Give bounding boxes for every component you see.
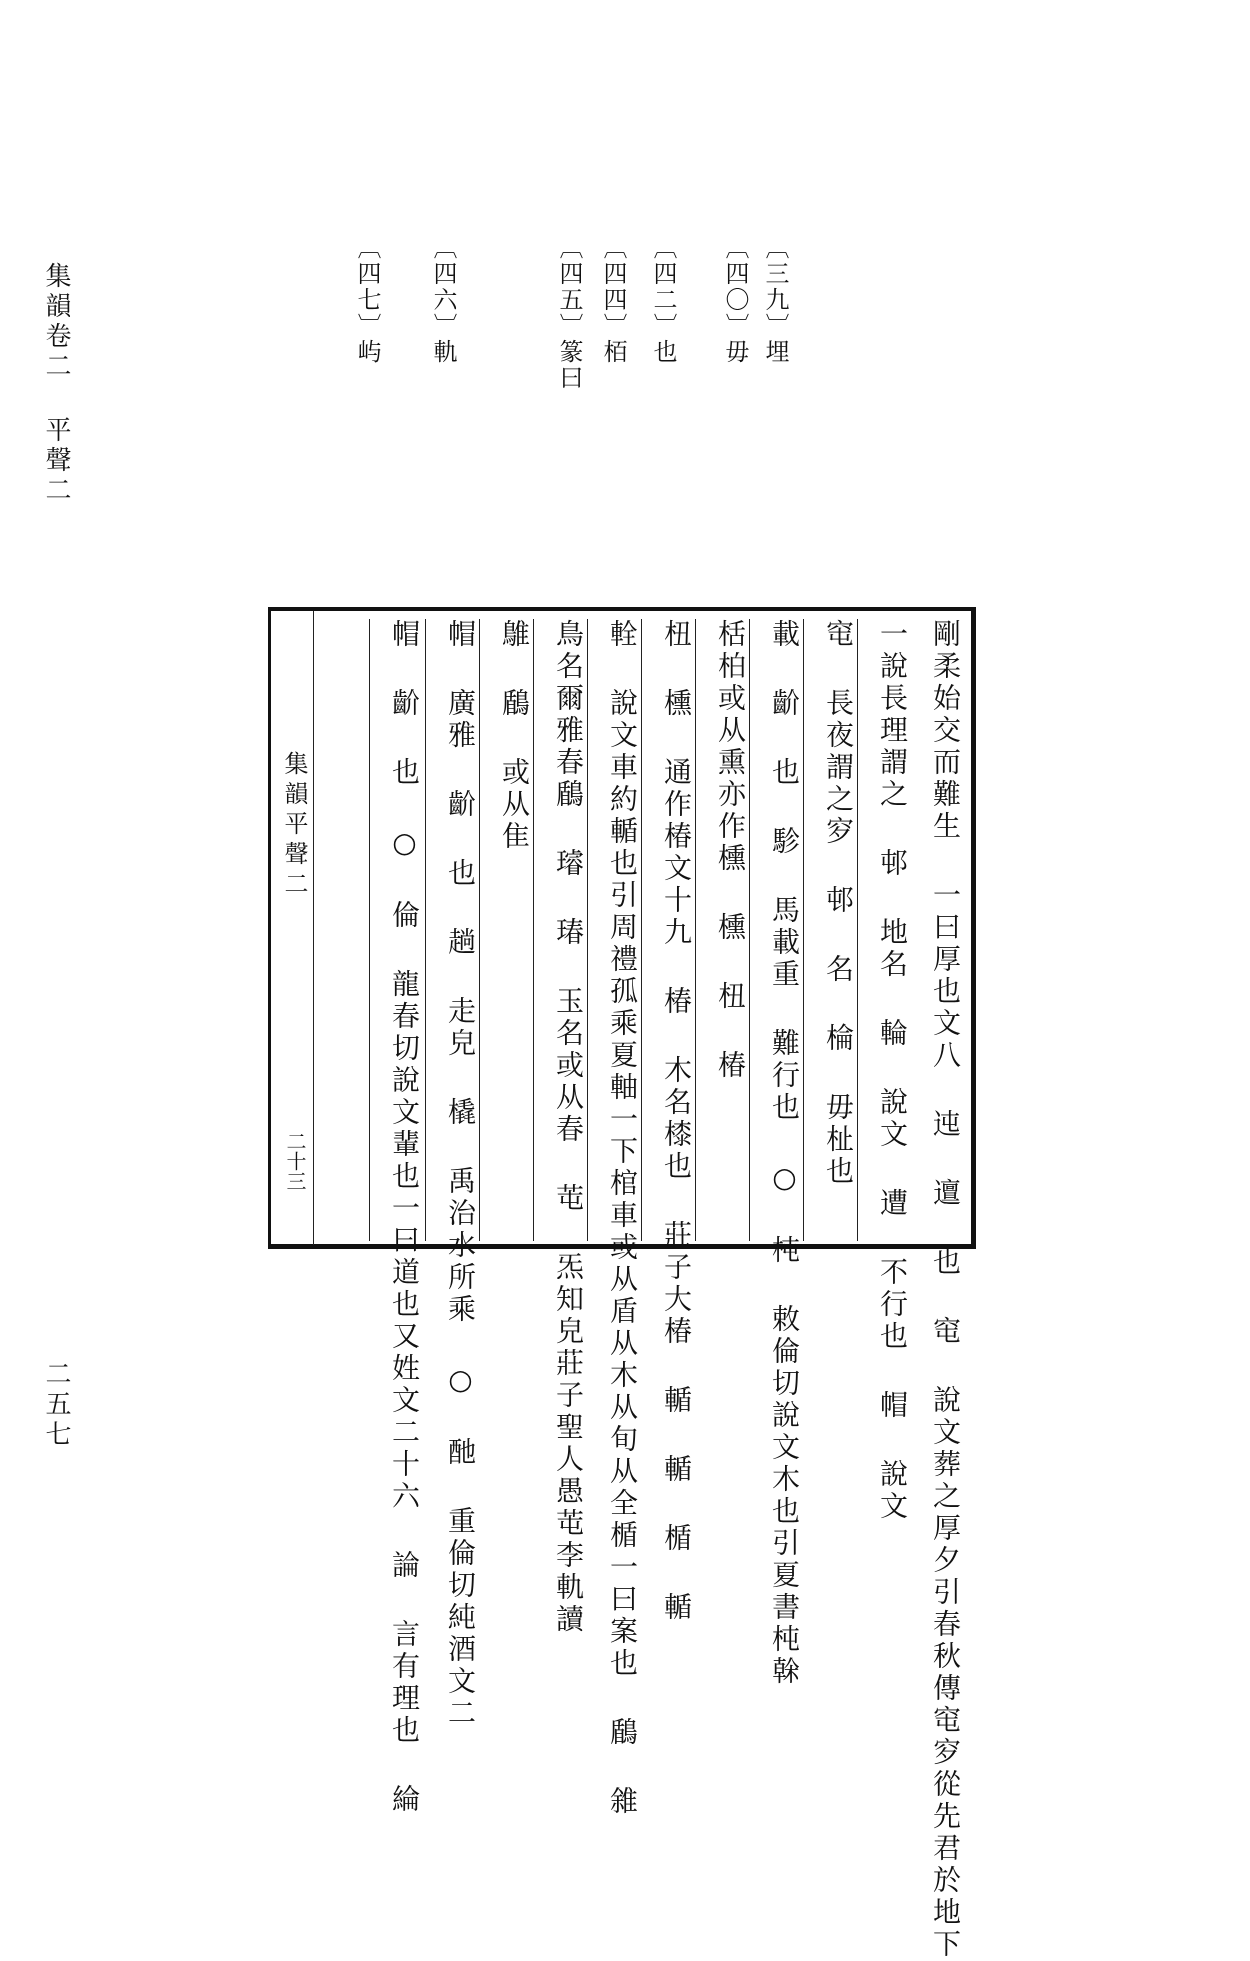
page-number: 二五七 [41, 1360, 71, 1450]
text-column-8: 鳥名爾雅春鶞 璿 瑃 玉名或从春 芚 炁知皃莊子聖人愚芚李軌讀 [533, 619, 596, 1241]
text-column-5: 栝柏或从熏亦作櫄 櫄 杻 椿 [695, 619, 758, 1241]
collation-note-45: 〔四五〕篆曰 [555, 235, 583, 391]
center-strip-title: 集韻平聲二 [280, 751, 308, 901]
running-head: 集韻卷二 平聲二 [41, 262, 71, 506]
text-column-4: 載 齘 也 駗 馬載重 難行也 ○ 杶 敕倫切說文木也引夏書杶榦 [749, 619, 812, 1241]
text-column-1: 剛柔始交而難生 一曰厚也文八 迍 邅 也 窀 說文葬之厚夕引春秋傳窀穸從先君於地下 [929, 619, 962, 1961]
text-column-6: 杻 櫄 通作椿文十九 椿 木名㯃也 莊子大椿 輴 輴 楯 輴 [641, 619, 704, 1241]
text-column-11: 帽 齘 也 ○ 倫 龍春切說文輩也一曰道也又姓文二十六 論 言有理也 綸 [369, 619, 432, 1241]
center-strip-folio: 二十三 [283, 1131, 307, 1191]
collation-note-42: 〔四二〕也 [649, 235, 677, 365]
collation-note-39: 〔三九〕埋 [761, 235, 789, 365]
collation-note-47: 〔四七〕屿 [353, 235, 381, 365]
text-column-3: 窀 長夜謂之穸 邨 名 棆 毋杫也 [803, 619, 866, 1241]
text-column-7: 輇 說文車約輴也引周禮孤乘夏軸一下棺車或从盾从木从旬从全楯一曰案也 鶞 雓 [587, 619, 650, 1241]
collation-note-46: 〔四六〕軌 [429, 235, 457, 365]
collation-note-44: 〔四四〕栢 [599, 235, 627, 365]
text-column-2: 一說長理謂之 邨 地名 輪 說文 遭 不行也 帽 說文 [857, 619, 920, 1241]
text-column-10: 帽 廣雅 齘 也 趟 走皃 橇 禹治水所乘 ○ 酏 重倫切純酒文二 [425, 619, 488, 1241]
collation-note-40: 〔四〇〕毋 [721, 235, 749, 365]
woodblock-frame [268, 607, 976, 1961]
center-strip [271, 611, 314, 1245]
text-column-9: 鵻 鶞 或从隹 [479, 619, 542, 1241]
